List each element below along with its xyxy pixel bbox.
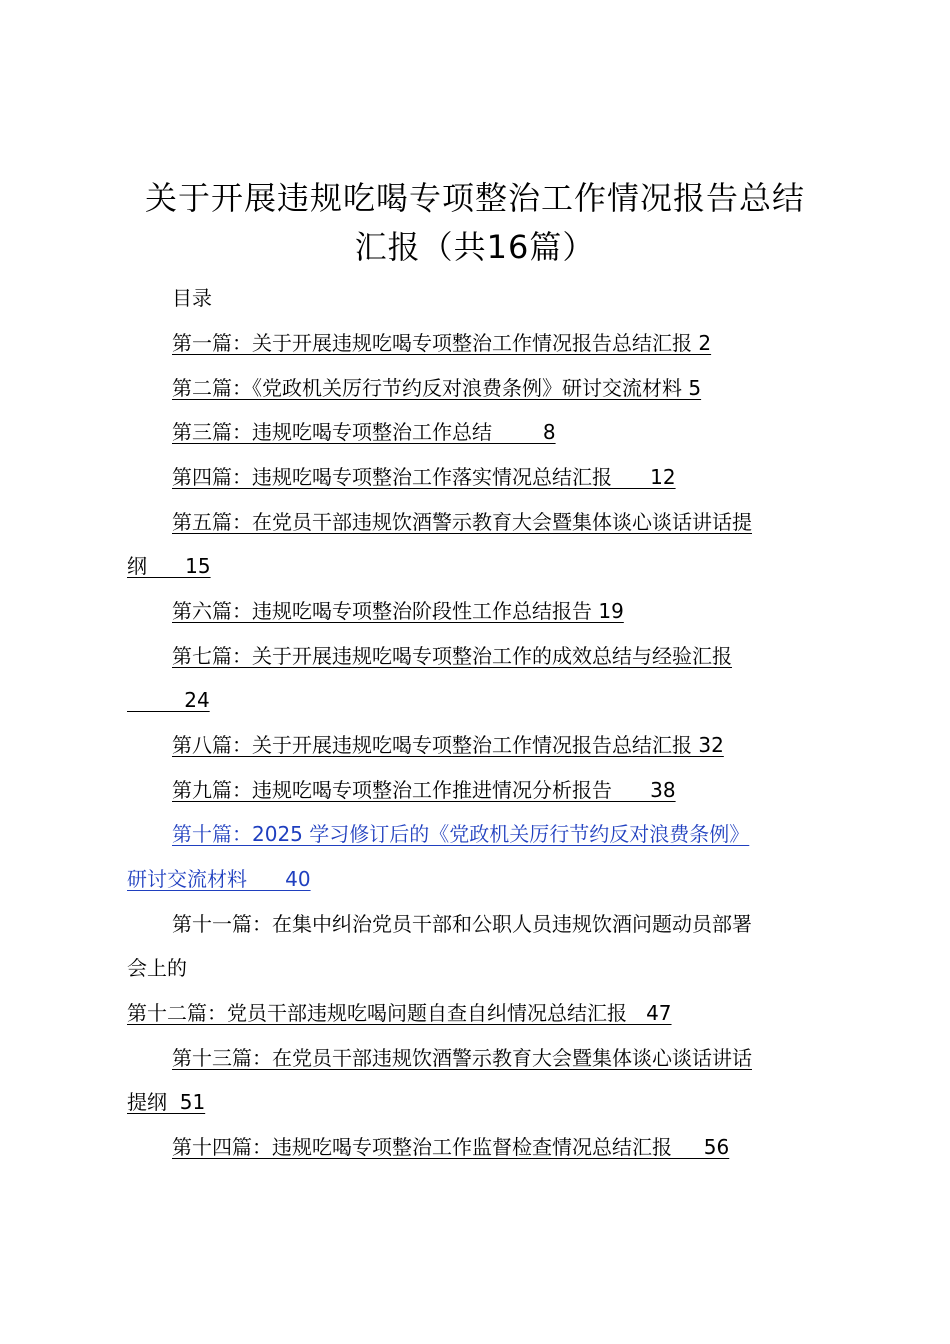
toc-entry-11-cont: 会上的 [127, 956, 187, 980]
toc-link-12[interactable]: 第十二篇：党员干部违规吃喝问题自查自纠情况总结汇报 47 [127, 1001, 672, 1025]
toc-link-10-cont[interactable]: 研讨交流材料 40 [127, 867, 311, 891]
toc-link-4[interactable]: 第四篇：违规吃喝专项整治工作落实情况总结汇报 12 [172, 465, 676, 489]
toc-link-6[interactable]: 第六篇：违规吃喝专项整治阶段性工作总结报告 19 [172, 599, 624, 623]
toc-link-5-cont[interactable]: 纲 15 [127, 554, 211, 578]
toc-link-2[interactable]: 第二篇：《党政机关厉行节约反对浪费条例》研讨交流材料 5 [172, 376, 702, 400]
toc-link-7-cont[interactable]: 24 [127, 688, 210, 712]
toc-entry-11: 第十一篇：在集中纠治党员干部和公职人员违规饮酒问题动员部署 [172, 912, 752, 936]
toc-link-5[interactable]: 第五篇：在党员干部违规饮酒警示教育大会暨集体谈心谈话讲话提 [172, 510, 752, 534]
toc-link-8[interactable]: 第八篇：关于开展违规吃喝专项整治工作情况报告总结汇报 32 [172, 733, 724, 757]
toc-link-3[interactable]: 第三篇：违规吃喝专项整治工作总结 8 [172, 420, 556, 444]
toc-link-1[interactable]: 第一篇：关于开展违规吃喝专项整治工作情况报告总结汇报 2 [172, 331, 712, 355]
toc-link-13[interactable]: 第十三篇：在党员干部违规饮酒警示教育大会暨集体谈心谈话讲话 [172, 1046, 752, 1070]
document-title-line-2: 汇报（共16篇） [354, 228, 596, 266]
toc-link-14[interactable]: 第十四篇：违规吃喝专项整治工作监督检查情况总结汇报 56 [172, 1135, 730, 1159]
toc-link-7[interactable]: 第七篇：关于开展违规吃喝专项整治工作的成效总结与经验汇报 [172, 644, 732, 668]
toc-heading: 目录 [172, 286, 212, 310]
toc-link-9[interactable]: 第九篇：违规吃喝专项整治工作推进情况分析报告 38 [172, 778, 676, 802]
toc-link-10[interactable]: 第十篇：2025 学习修订后的《党政机关厉行节约反对浪费条例》 [172, 822, 750, 846]
toc-link-13-cont[interactable]: 提纲 51 [127, 1090, 206, 1114]
document-title-line-1: 关于开展违规吃喝专项整治工作情况报告总结 [144, 179, 805, 217]
